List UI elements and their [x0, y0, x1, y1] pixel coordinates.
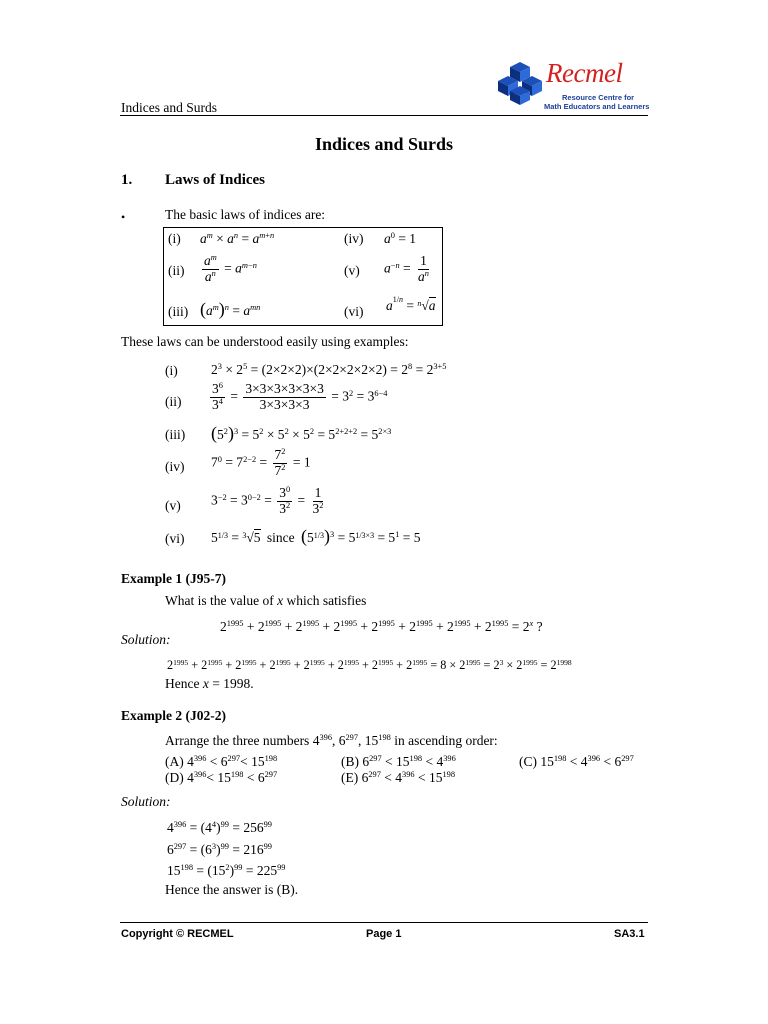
page-title: Indices and Surds [314, 134, 454, 154]
example-i-expression: $2^3 \times 2^5 = (2\times 2\times 2)\times(2\times 2\times 2\times 2\times 2) = 2^8 = 2^{3+5}$ [211, 362, 447, 377]
section-number: 1. [121, 172, 133, 188]
example2-question: Arrange the three numbers $4^{396}$, $6^{297}$, $15^{198}$ in ascending order: [165, 733, 498, 748]
law-label: (i) [168, 231, 181, 246]
logo [498, 58, 658, 110]
example1-question-var: x [277, 593, 284, 608]
option-label: (B) [341, 754, 359, 769]
law-fractional-exponent: $a^{1/n} = ^n√a$ [386, 295, 436, 313]
example1-solution-label: Solution: [121, 632, 171, 647]
option-label: (A) [165, 754, 184, 769]
law-product-rule: $a^m \times a^n = a^{m+n}$ [200, 231, 275, 246]
example1-heading: Example 1 (J95-7) [121, 571, 226, 586]
example1-equation: $2^{1995} + 2^{1995} + 2^{1995} + 2^{1995} + 2^{1995} + 2^{1995} + 2^{1995} + 2^{1995} = 2^x$ ? [220, 619, 543, 634]
example2-solution-line-3: $15^{198} = (15^2)^{99} = 225^{99}$ [167, 863, 286, 878]
example-label: (i) [165, 363, 178, 378]
footer-page-number: Page 1 [366, 928, 402, 940]
example2-answer: Hence the answer is (B). [165, 882, 299, 897]
logo-wordmark: Recmel [546, 58, 623, 88]
example-label: (vi) [165, 531, 185, 546]
section-title: Laws of Indices [165, 172, 266, 188]
example2-option-b: (B) $6^{297} < 15^{198} < 4^{396}$ [341, 754, 456, 769]
example-vi-expression: $5^{1/3} = ^3√5$ since $(5^{1/3})^3 = 5^{1/3\times 3} = 5^1 = 5$ [211, 526, 421, 546]
example2-option-d: (D) $4^{396}< 15^{198} < 6^{297}$ [165, 770, 278, 785]
footer-rule [120, 922, 648, 923]
footer-doc-code: SA3.1 [614, 928, 645, 940]
example1-solution-equation: $2^{1995} + 2^{1995} + 2^{1995} + 2^{1995} + 2^{1995} + 2^{1995} + 2^{1995} + 2^{1995} = 8 \times 2^{1995} = 2^3 \times 2^{1995} = 2^{1998}$ [167, 657, 572, 672]
examples-intro: These laws can be understood easily using examples: [121, 334, 409, 349]
bullet-icon: • [121, 210, 126, 224]
example2-option-c: (C) $15^{198} < 4^{396} < 6^{297}$ [519, 754, 634, 769]
example1-question [165, 593, 366, 609]
example1-question-pre: What is the value of [165, 593, 278, 608]
footer-copyright: Copyright © RECMEL [121, 928, 234, 940]
example-label: (v) [165, 498, 181, 513]
example2-option-e: (E) $6^{297} < 4^{396} < 15^{198}$ [341, 770, 456, 785]
law-label: (v) [344, 263, 360, 278]
example2-option-a: (A) $4^{396} < 6^{297}< 15^{198}$ [165, 754, 278, 769]
example-label: (iv) [165, 459, 185, 474]
law-power-rule: $(a^m)^n = a^{mn}$ [200, 299, 261, 319]
running-title: Indices and Surds [121, 100, 217, 115]
option-label: (C) [519, 754, 537, 769]
law-label: (ii) [168, 263, 185, 278]
example-v-expression: $3^{-2} = 3^{0-2}$ = $\frac{3^0}{3^2}$ = $\frac{1}{3^2}$ [211, 485, 324, 516]
example2-solution-line-2: $6^{297} = (6^3)^{99} = 216^{99}$ [167, 842, 272, 857]
example2-heading: Example 2 (J02-2) [121, 708, 226, 723]
law-quotient-rule: $\frac{a^m}{a^n}$ = $a^{m-n}$ [204, 253, 257, 284]
header-rule [120, 115, 648, 116]
example-label: (ii) [165, 394, 182, 409]
bullet-text: The basic laws of indices are: [165, 207, 326, 222]
law-negative-exponent: $a^{-n}$ = $\frac{1}{a^n}$ [384, 253, 429, 284]
logo-cubes-icon [498, 60, 542, 106]
since-word: since [266, 530, 295, 545]
logo-tagline-2: Math Educators and Learners [544, 102, 650, 111]
example2-solution-line-1: $4^{396} = (4^4)^{99} = 256^{99}$ [167, 820, 272, 835]
example1-question-post: which satisfies [283, 593, 367, 608]
example1-answer: Hence x = 1998. [165, 676, 254, 691]
law-label: (iii) [168, 304, 189, 319]
option-label: (E) [341, 770, 359, 785]
example-iii-expression: $(5^2)^3 = 5^2 \times 5^2 \times 5^2 = 5^{2+2+2} = 5^{2\times 3}$ [211, 423, 392, 443]
law-zero-exponent: $a^0 = 1$ [384, 231, 417, 246]
logo-tagline-1: Resource Centre for [562, 93, 635, 102]
law-label: (vi) [344, 304, 364, 319]
example2-solution-label: Solution: [121, 794, 171, 809]
laws-table [163, 227, 443, 326]
law-label: (iv) [344, 231, 364, 246]
example-ii-expression: $\frac{3^6}{3^4}$ = $\frac{3\times 3\times 3\times 3\times 3\times 3}{3\times 3\times 3\times 3}$ = $3^2 = 3^{6-4}$ [212, 381, 388, 412]
option-label: (D) [165, 770, 184, 785]
example-iv-expression: $7^0 = 7^{2-2}$ = $\frac{7^2}{7^2}$ = 1 [211, 447, 311, 478]
example-label: (iii) [165, 427, 186, 442]
